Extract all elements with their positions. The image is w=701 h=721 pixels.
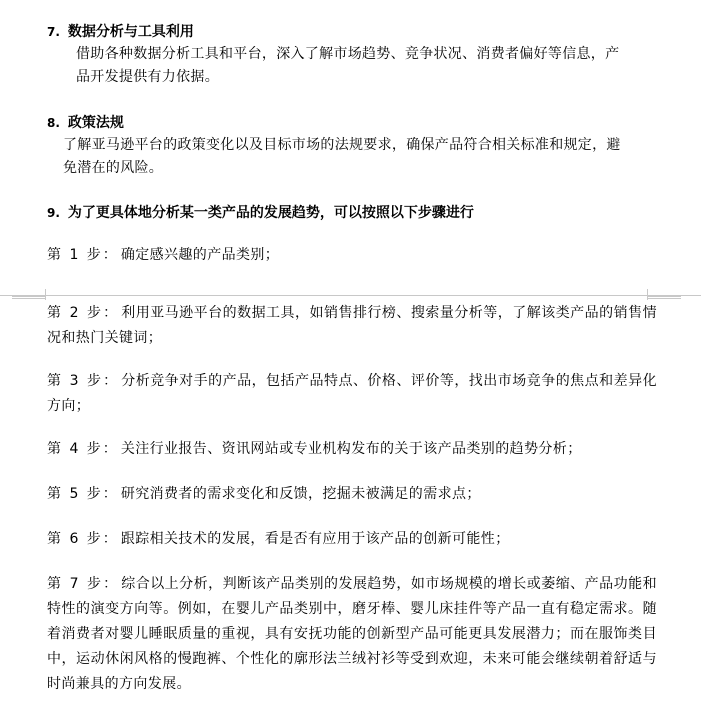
step-1-label: 第 1 步： bbox=[47, 247, 119, 263]
step-2-label: 第 2 步： bbox=[47, 305, 120, 321]
section-8-title: 政策法规 bbox=[67, 115, 124, 131]
step-5-text: 研究消费者的需求变化和反馈，挖掘未被满足的需求点； bbox=[120, 486, 481, 502]
section-8-body-line-2: 免潜在的风险。 bbox=[63, 160, 164, 176]
section-7-title: 数据分析与工具利用 bbox=[67, 24, 194, 40]
section-9-number: 9. bbox=[47, 206, 60, 220]
step-4-label: 第 4 步： bbox=[47, 441, 119, 457]
step-1 bbox=[47, 243, 657, 268]
step-7-text: 综合以上分析，判断该产品类别的发展趋势，如市场规模的增长或萎缩、产品功能和特性的演变方向等。例如，在婴儿产品类别中，磨牙棒、婴儿床挂件等产品一直有稳定需求。随着消费者对婴儿睡眠质量的重视，具有安抚功能的创新型产品可能更具发展潜力；而在服饰类目中，运动休闲风格的慢跑裤、个性化的廓形法兰绒衬衫等受到欢迎，未来可能会继续朝着舒适与时尚兼具的方向发展。 bbox=[47, 576, 657, 692]
section-7-body-line-2: 品开发提供有力依据。 bbox=[76, 69, 219, 85]
section-8-heading bbox=[47, 112, 124, 132]
step-3-label: 第 3 步： bbox=[47, 373, 120, 389]
step-6-label: 第 6 步： bbox=[47, 531, 119, 547]
section-9-heading bbox=[47, 202, 474, 222]
step-4-text: 关注行业报告、资讯网站或专业机构发布的关于该产品类别的趋势分析； bbox=[120, 441, 582, 457]
step-7 bbox=[47, 572, 657, 697]
section-8-number: 8. bbox=[47, 116, 60, 130]
section-8-body-line-1: 了解亚马逊平台的政策变化以及目标市场的法规要求，确保产品符合相关标准和规定，避 bbox=[63, 137, 621, 153]
step-2 bbox=[47, 301, 657, 351]
section-7-number: 7. bbox=[47, 25, 60, 39]
document-page-bottom bbox=[0, 300, 701, 721]
step-1-text: 确定感兴趣的产品类别； bbox=[120, 247, 280, 263]
step-2-text: 利用亚马逊平台的数据工具，如销售排行榜、搜索量分析等，了解该类产品的销售情况和热门关键词； bbox=[47, 305, 657, 346]
section-7-body-line-1: 借助各种数据分析工具和平台，深入了解市场趋势、竞争状况、消费者偏好等信息，产 bbox=[76, 46, 620, 62]
step-4 bbox=[47, 437, 657, 462]
step-6 bbox=[47, 527, 657, 552]
step-6-text: 跟踪相关技术的发展，看是否有应用于该产品的创新可能性； bbox=[120, 531, 510, 547]
section-7-heading bbox=[47, 21, 194, 41]
step-5-label: 第 5 步： bbox=[47, 486, 119, 502]
section-9-title: 为了更具体地分析某一类产品的发展趋势，可以按照以下步骤进行 bbox=[67, 205, 474, 221]
step-3 bbox=[47, 369, 657, 419]
step-7-label: 第 7 步： bbox=[47, 576, 120, 592]
page-break-line bbox=[0, 295, 701, 296]
step-5 bbox=[47, 482, 657, 507]
document-page-top bbox=[0, 0, 701, 289]
step-3-text: 分析竞争对手的产品，包括产品特点、价格、评价等，找出市场竞争的焦点和差异化方向； bbox=[47, 373, 657, 414]
